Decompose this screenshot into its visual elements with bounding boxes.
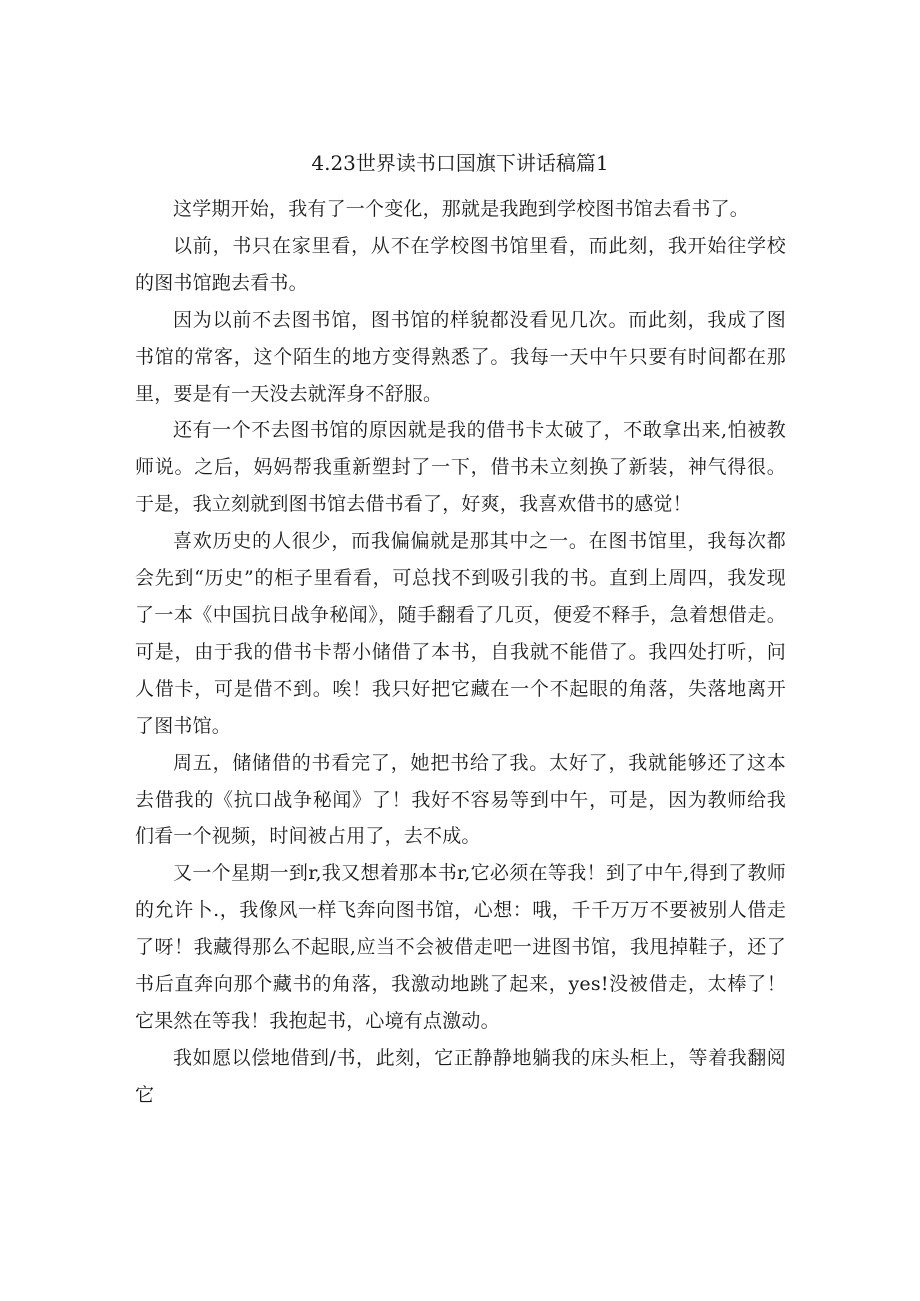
paragraph: 喜欢历史的人很少，而我偏偏就是那其中之一。在图书馆里，我每次都会先到“历史”的柜子里看看，可总找不到吸引我的书。直到上周四，我发现了一本《中国抗日战争秘闻》，随手翻看了几页，便爱不释手，急着想借走。可是，由于我的借书卡帮小储借了本书，自我就不能借了。我四处打听，问人借卡，可是借不到。唉！我只好把它藏在一个不起眼的角落，失落地离开了图书馆。 xyxy=(135,530,786,737)
paragraph: 还有一个不去图书馆的原因就是我的借书卡太破了，不敢拿出来,怕被教师说。之后，妈妈帮我重新塑封了一下，借书未立刻换了新装，神气得很。于是，我立刻就到图书馆去借书看了，好爽，我喜欢借书的感觉！ xyxy=(135,419,786,516)
paragraph: 又一个星期一到r,我又想着那本书r,它必须在等我！到了中午,得到了教师的允许卜.，我像风一样飞奔向图书馆，心想：哦，千千万万不要被别人借走了呀！我藏得那么不起眼,应当不会被借走吧一进图书馆，我甩掉鞋子，还了书后直奔向那个藏书的角落，我激动地跳了起来，yes!没被借走，太棒了！它果然在等我！我抱起书，心境有点激动。 xyxy=(135,862,786,1032)
paragraph: 因为以前不去图书馆，图书馆的样貌都没看见几次。而此刻，我成了图书馆的常客，这个陌生的地方变得熟悉了。我每一天中午只要有时间都在那里，要是有一天没去就浑身不舒服。 xyxy=(135,308,786,405)
paragraph: 这学期开始，我有了一个变化，那就是我跑到学校图书馆去看书了。 xyxy=(173,198,750,220)
paragraph: 我如愿以偿地借到/书，此刻，它正静静地躺我的床头柜上，等着我翻阅它 xyxy=(135,1046,786,1106)
document-title: 4.23世界读书口国旗下讲话稿篇1 xyxy=(311,151,609,175)
paragraph: 周五，储储借的书看完了，她把书给了我。太好了，我就能够还了这本去借我的《抗口战争秘闻》了！我好不容易等到中午，可是，因为教师给我们看一个视频，时间被占用了，去不成。 xyxy=(135,751,786,848)
paragraph: 以前，书只在家里看，从不在学校图书馆里看，而此刻，我开始往学校的图书馆跑去看书。 xyxy=(135,234,786,294)
document-body xyxy=(135,191,786,1114)
